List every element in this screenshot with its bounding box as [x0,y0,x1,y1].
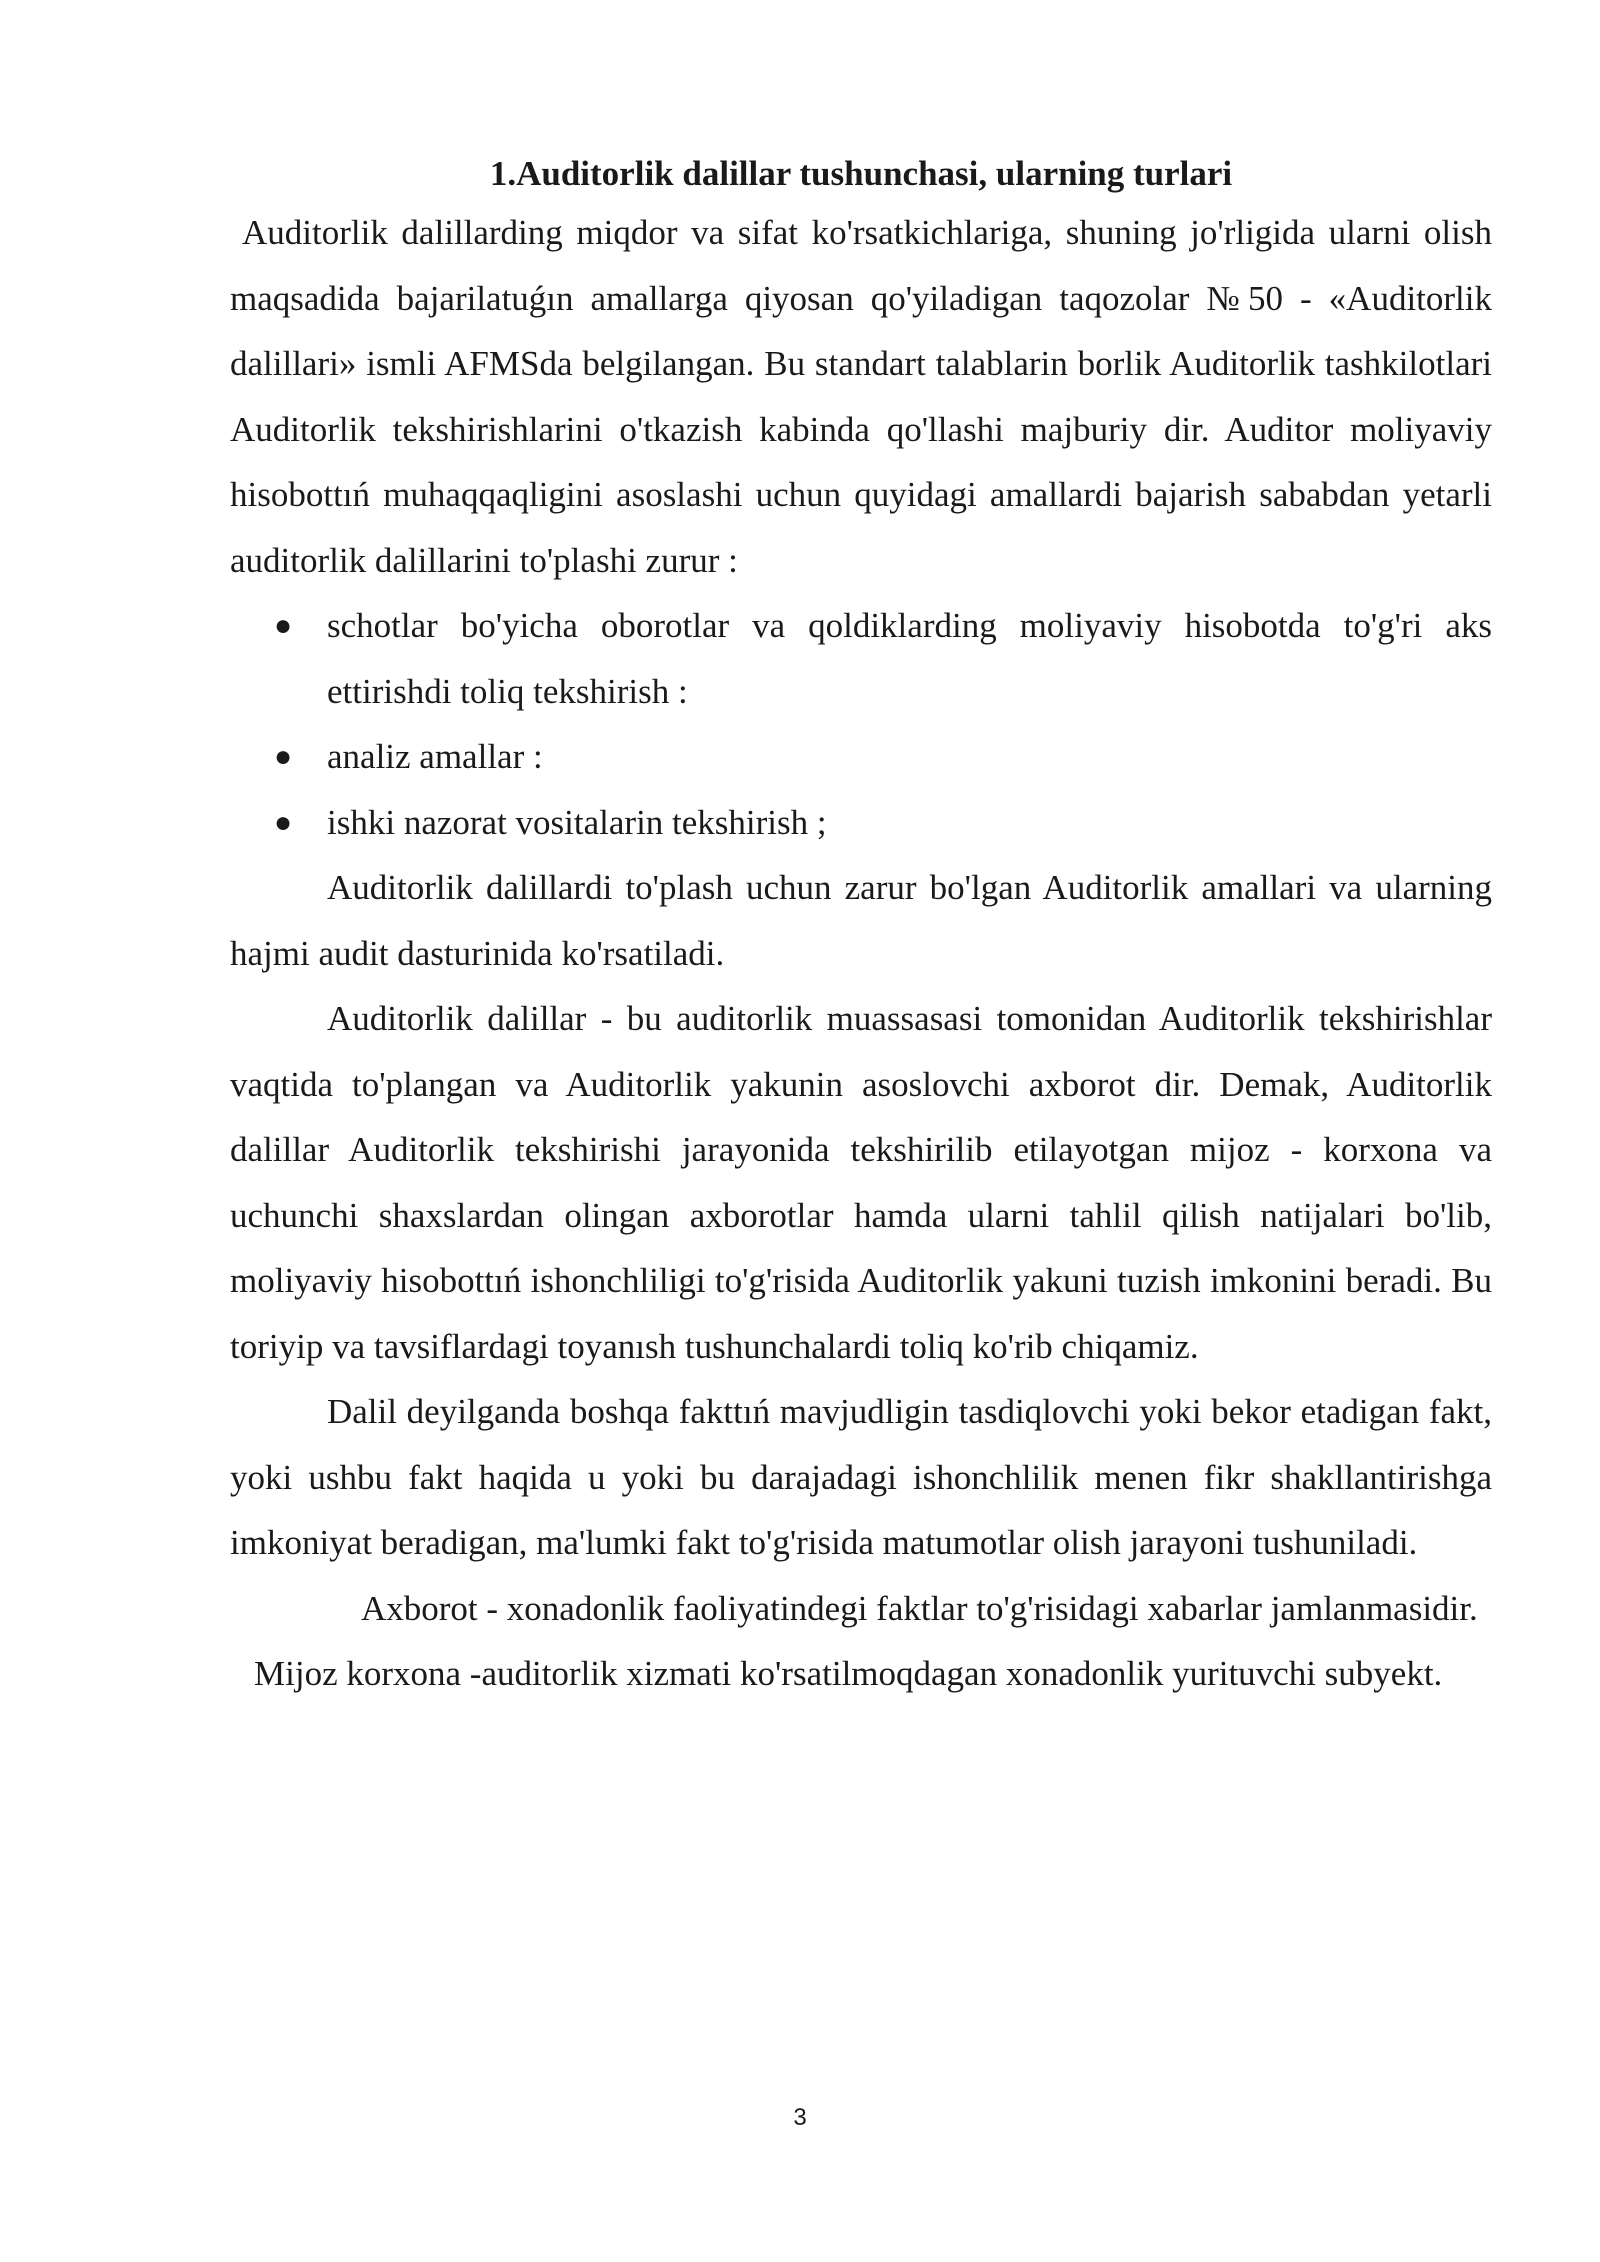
axborot-paragraph: Axborot - xonadonlik faoliyatindegi faktlar to'g'risidagi xabarlar jamlanmasidir. [361,1588,1478,1628]
document-page [230,148,1492,1707]
list-item-text: analiz amallar : [327,737,543,776]
bullet-icon: ● [274,609,293,642]
list-item [230,790,1492,856]
procedures-paragraph: Auditorlik dalillardi to'plash uchun zarur bo'lgan Auditorlik amallari va ularning hajmi audit dasturinida ko'rsatiladi. [230,868,1492,973]
list-item-text: schotlar bo'yicha oborotlar va qoldiklarding moliyaviy hisobotda to'g'ri aks ettirishdi toliq tekshirish : [327,606,1492,711]
bullet-list [230,593,1492,855]
intro-paragraph: Auditorlik dalillarding miqdor va sifat ko'rsatkichlariga, shuning jo'rligida ularni olish maqsadida bajarilatuǵın amallarga qiyosan qo'yiladigan taqozolar №50 - «Auditorlik dalillari» ismli AFMSda belgilangan. Bu standart talablarin borlik Auditorlik tashkilotlari Auditorlik tekshirishlarini o'tkazish kabinda qo'llashi majburiy dir. Auditor moliyaviy hisobottıń muhaqqaqligini asoslashi uchun quyidagi amallardi bajarish sababdan yetarli auditorlik dalillarini to'plashi zurur : [230,213,1492,580]
page-number: 3 [793,2104,807,2131]
list-item [230,724,1492,790]
bullet-icon: ● [274,740,293,773]
dalil-paragraph: Dalil deyilganda boshqa fakttıń mavjudligin tasdiqlovchi yoki bekor etadigan fakt, yoki ushbu fakt haqida u yoki bu darajadagi ishonchlilik menen fikr shakllantirishga imkoniyat beradigan, ma'lumki fakt to'g'risida matumotlar olish jarayoni tushuniladi. [230,1392,1492,1562]
definition-paragraph: Auditorlik dalillar - bu auditorlik muassasasi tomonidan Auditorlik tekshirishlar vaqtida to'plangan va Auditorlik yakunin asoslovchi axborot dir. Demak, Auditorlik dalillar Auditorlik tekshirishi jarayonida tekshirilib etilayotgan mijoz - korxona va uchunchi shaxslardan olingan axborotlar hamda ularni tahlil qilish natijalari bo'lib, moliyaviy hisobottıń ishonchliligi to'g'risida Auditorlik yakuni tuzish imkonini beradi. Bu toriyip va tavsiflardagi toyanısh tushunchalardi toliq ko'rib chiqamiz. [230,999,1492,1366]
list-item-text: ishki nazorat vositalarin tekshirish ; [327,802,827,842]
mijoz-paragraph: Mijoz korxona -auditorlik xizmati ko'rsatilmoqdagan xonadonlik yurituvchi subyekt. [254,1654,1443,1693]
bullet-icon: ● [274,805,293,839]
list-item [230,593,1492,724]
section-title: 1.Auditorlik dalillar tushunchasi, ularning turlari [489,154,1233,193]
